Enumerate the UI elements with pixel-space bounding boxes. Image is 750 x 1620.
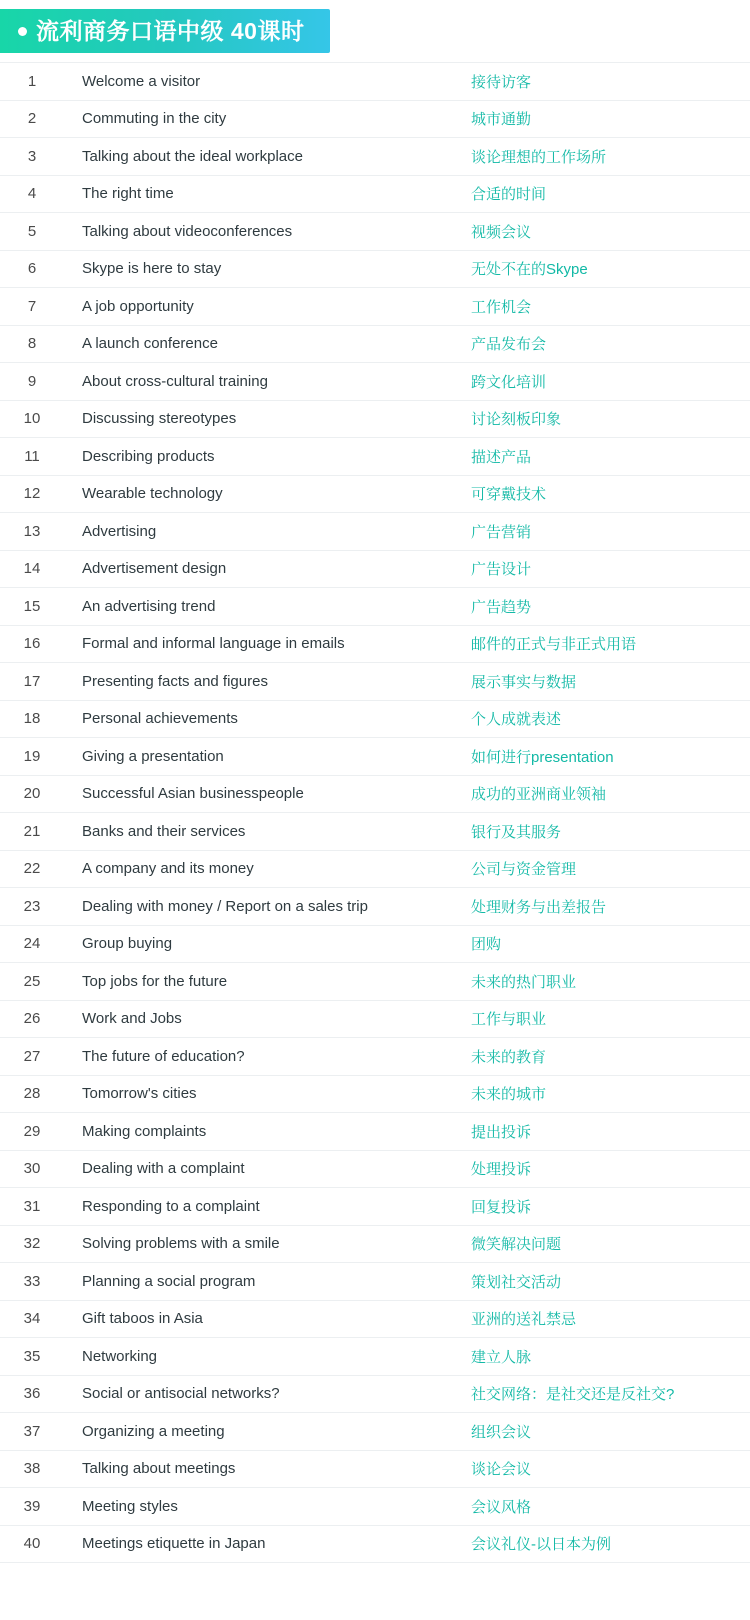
table-row[interactable]: [0, 1450, 750, 1488]
lesson-number: 25: [23, 972, 41, 990]
lesson-number: 35: [23, 1347, 41, 1365]
table-row[interactable]: [0, 700, 750, 738]
lesson-title-zh: 公司与资金管理: [471, 861, 577, 879]
lesson-title-zh: 提出投诉: [471, 1123, 532, 1141]
lesson-number: 38: [23, 1460, 41, 1478]
lesson-number: 4: [27, 185, 37, 203]
lesson-title-en: Skype is here to stay: [82, 260, 222, 278]
table-row[interactable]: [0, 850, 750, 888]
course-title-banner: [0, 9, 330, 53]
lesson-number: 27: [23, 1047, 41, 1065]
table-row[interactable]: [0, 738, 750, 776]
lesson-number: 2: [27, 110, 37, 128]
lesson-title-en: A job opportunity: [82, 297, 194, 315]
lesson-title-en: Meetings etiquette in Japan: [82, 1535, 266, 1553]
lesson-title-zh: 谈论理想的工作场所: [471, 148, 607, 166]
table-row[interactable]: [0, 925, 750, 963]
lesson-number: 13: [23, 522, 41, 540]
lesson-title-en: Presenting facts and figures: [82, 672, 268, 690]
lesson-number: 23: [23, 897, 41, 915]
table-row[interactable]: [0, 1000, 750, 1038]
table-row[interactable]: [0, 63, 750, 101]
lesson-title-zh: 广告营销: [471, 523, 532, 541]
lesson-title-zh: 社交网络：是社交还是反社交?: [471, 1386, 675, 1404]
table-row[interactable]: [0, 663, 750, 701]
lesson-title-zh: 视频会议: [471, 223, 532, 241]
lesson-title-zh: 未来的热门职业: [471, 973, 577, 991]
lesson-title-en: Personal achievements: [82, 710, 238, 728]
table-row[interactable]: [0, 438, 750, 476]
lesson-title-zh: 合适的时间: [471, 186, 547, 204]
table-row[interactable]: [0, 1225, 750, 1263]
lesson-title-en: An advertising trend: [82, 597, 216, 615]
table-row[interactable]: [0, 138, 750, 176]
lesson-title-en: The future of education?: [82, 1047, 245, 1065]
lesson-title-zh: 讨论刻板印象: [471, 411, 562, 429]
table-row[interactable]: [0, 1263, 750, 1301]
lesson-number: 32: [23, 1235, 41, 1253]
table-row[interactable]: [0, 775, 750, 813]
lesson-title-en: Tomorrow's cities: [82, 1085, 197, 1103]
lesson-title-en: Meeting styles: [82, 1497, 178, 1515]
lesson-title-en: Solving problems with a smile: [82, 1235, 280, 1253]
lesson-title-en: Top jobs for the future: [82, 972, 228, 990]
lesson-title-en: Formal and informal language in emails: [82, 635, 345, 653]
lesson-title-en: Welcome a visitor: [82, 72, 201, 90]
lesson-title-zh: 接待访客: [471, 73, 532, 91]
lesson-title-en: Responding to a complaint: [82, 1197, 260, 1215]
lesson-number: 16: [23, 635, 41, 653]
table-row[interactable]: [0, 963, 750, 1001]
lesson-number: 36: [23, 1385, 41, 1403]
course-header: [0, 0, 750, 62]
lesson-number: 28: [23, 1085, 41, 1103]
lesson-title-en: Talking about meetings: [82, 1460, 236, 1478]
table-row[interactable]: [0, 250, 750, 288]
lesson-title-zh: 产品发布会: [471, 336, 547, 354]
lesson-title-zh: 成功的亚洲商业领袖: [471, 786, 607, 804]
lesson-title-en: Talking about the ideal workplace: [82, 147, 303, 165]
lesson-title-en: A company and its money: [82, 860, 254, 878]
lesson-number: 18: [23, 710, 41, 728]
lesson-list-table: [0, 62, 750, 1563]
lesson-title-zh: 建立人脉: [471, 1348, 532, 1366]
lesson-title-en: About cross-cultural training: [82, 372, 268, 390]
table-row[interactable]: [0, 100, 750, 138]
lesson-title-en: Discussing stereotypes: [82, 410, 237, 428]
table-row[interactable]: [0, 1038, 750, 1076]
lesson-number: 30: [23, 1160, 41, 1178]
lesson-title-zh: 未来的城市: [471, 1086, 547, 1104]
lesson-title-en: Banks and their services: [82, 822, 246, 840]
lesson-number: 5: [27, 222, 37, 240]
lesson-title-en: Dealing with a complaint: [82, 1160, 245, 1178]
table-row[interactable]: [0, 325, 750, 363]
lesson-title-zh: 工作与职业: [471, 1011, 547, 1029]
lesson-title-zh: 广告设计: [471, 561, 532, 579]
lesson-list-body: [0, 63, 750, 1563]
lesson-title-zh: 未来的教育: [471, 1048, 547, 1066]
lesson-number: 12: [23, 485, 41, 503]
lesson-number: 7: [27, 297, 37, 315]
lesson-title-zh: 亚洲的送礼禁忌: [471, 1311, 577, 1329]
lesson-number: 1: [27, 72, 37, 90]
lesson-title-zh: 谈论会议: [471, 1461, 532, 1479]
table-row[interactable]: [0, 1488, 750, 1526]
table-row[interactable]: [0, 625, 750, 663]
lesson-title-zh: 可穿戴技术: [471, 486, 547, 504]
lesson-number: 14: [23, 560, 41, 578]
lesson-title-en: Successful Asian businesspeople: [82, 785, 304, 803]
lesson-title-zh: 会议风格: [471, 1498, 532, 1516]
lesson-number: 21: [23, 822, 41, 840]
lesson-title-en: Giving a presentation: [82, 747, 224, 765]
table-row[interactable]: [0, 1413, 750, 1451]
lesson-title-en: Organizing a meeting: [82, 1422, 225, 1440]
lesson-title-zh: 处理投诉: [471, 1161, 532, 1179]
lesson-title-en: Social or antisocial networks?: [82, 1385, 280, 1403]
table-row[interactable]: [0, 1375, 750, 1413]
lesson-title-en: Talking about videoconferences: [82, 222, 293, 240]
lesson-title-zh: 微笑解决问题: [471, 1236, 562, 1254]
table-row[interactable]: [0, 175, 750, 213]
lesson-title-zh: 展示事实与数据: [471, 673, 577, 691]
lesson-title-zh: 如何进行presentation: [471, 748, 614, 766]
lesson-title-zh: 银行及其服务: [471, 823, 562, 841]
lesson-number: 39: [23, 1497, 41, 1515]
lesson-title-en: Networking: [82, 1347, 158, 1365]
table-row[interactable]: [0, 550, 750, 588]
lesson-title-en: Group buying: [82, 935, 173, 953]
lesson-title-en: Wearable technology: [82, 485, 223, 503]
lesson-title-zh: 会议礼仪-以日本为例: [471, 1536, 611, 1554]
lesson-number: 20: [23, 785, 41, 803]
lesson-number: 6: [27, 260, 37, 278]
lesson-number: 22: [23, 860, 41, 878]
lesson-title-zh: 团购: [471, 936, 502, 954]
lesson-title-zh: 跨文化培训: [471, 373, 547, 391]
lesson-title-en: Advertising: [82, 522, 157, 540]
table-row[interactable]: [0, 288, 750, 326]
lesson-number: 29: [23, 1122, 41, 1140]
table-row[interactable]: [0, 1300, 750, 1338]
lesson-title-en: The right time: [82, 185, 174, 203]
table-row[interactable]: [0, 1188, 750, 1226]
lesson-title-zh: 广告趋势: [471, 598, 532, 616]
dot-icon: [18, 27, 27, 36]
lesson-number: 37: [23, 1422, 41, 1440]
table-row[interactable]: [0, 1338, 750, 1376]
table-row[interactable]: [0, 1113, 750, 1151]
table-row[interactable]: [0, 363, 750, 401]
lesson-title-en: Commuting in the city: [82, 110, 227, 128]
lesson-title-en: Dealing with money / Report on a sales trip: [82, 897, 368, 915]
lesson-title-zh: 个人成就表述: [471, 711, 562, 729]
lesson-title-zh: 无处不在的Skype: [471, 261, 588, 279]
table-row[interactable]: [0, 588, 750, 626]
table-row[interactable]: [0, 475, 750, 513]
lesson-number: 17: [23, 672, 41, 690]
table-row[interactable]: [0, 888, 750, 926]
lesson-number: 19: [23, 747, 41, 765]
lesson-number: 10: [23, 410, 41, 428]
lesson-title-en: Advertisement design: [82, 560, 227, 578]
lesson-number: 33: [23, 1272, 41, 1290]
lesson-number: 3: [27, 147, 37, 165]
table-row[interactable]: [0, 400, 750, 438]
table-row[interactable]: [0, 1075, 750, 1113]
lesson-number: 15: [23, 597, 41, 615]
lesson-title-zh: 描述产品: [471, 448, 532, 466]
lesson-title-en: Planning a social program: [82, 1272, 256, 1290]
lesson-number: 34: [23, 1310, 41, 1328]
lesson-title-zh: 邮件的正式与非正式用语: [471, 636, 637, 654]
lesson-title-zh: 回复投诉: [471, 1198, 532, 1216]
lesson-number: 11: [24, 447, 40, 465]
lesson-number: 31: [23, 1197, 41, 1215]
table-row[interactable]: [0, 1525, 750, 1563]
page-title: 流利商务口语中级 40课时: [36, 17, 305, 44]
table-row[interactable]: [0, 213, 750, 251]
lesson-number: 26: [23, 1010, 41, 1028]
lesson-number: 40: [23, 1535, 41, 1553]
table-row[interactable]: [0, 813, 750, 851]
table-row[interactable]: [0, 1150, 750, 1188]
lesson-number: 24: [23, 935, 41, 953]
lesson-title-zh: 策划社交活动: [471, 1273, 562, 1291]
lesson-title-zh: 工作机会: [471, 298, 532, 316]
lesson-title-en: Gift taboos in Asia: [82, 1310, 203, 1328]
lesson-title-zh: 处理财务与出差报告: [471, 898, 607, 916]
lesson-number: 8: [27, 335, 37, 353]
lesson-number: 9: [27, 372, 37, 390]
lesson-title-zh: 城市通勤: [471, 111, 532, 129]
lesson-title-en: Work and Jobs: [82, 1010, 182, 1028]
lesson-title-en: Making complaints: [82, 1122, 207, 1140]
lesson-title-zh: 组织会议: [471, 1423, 532, 1441]
lesson-title-en: A launch conference: [82, 335, 218, 353]
lesson-title-en: Describing products: [82, 447, 215, 465]
table-row[interactable]: [0, 513, 750, 551]
